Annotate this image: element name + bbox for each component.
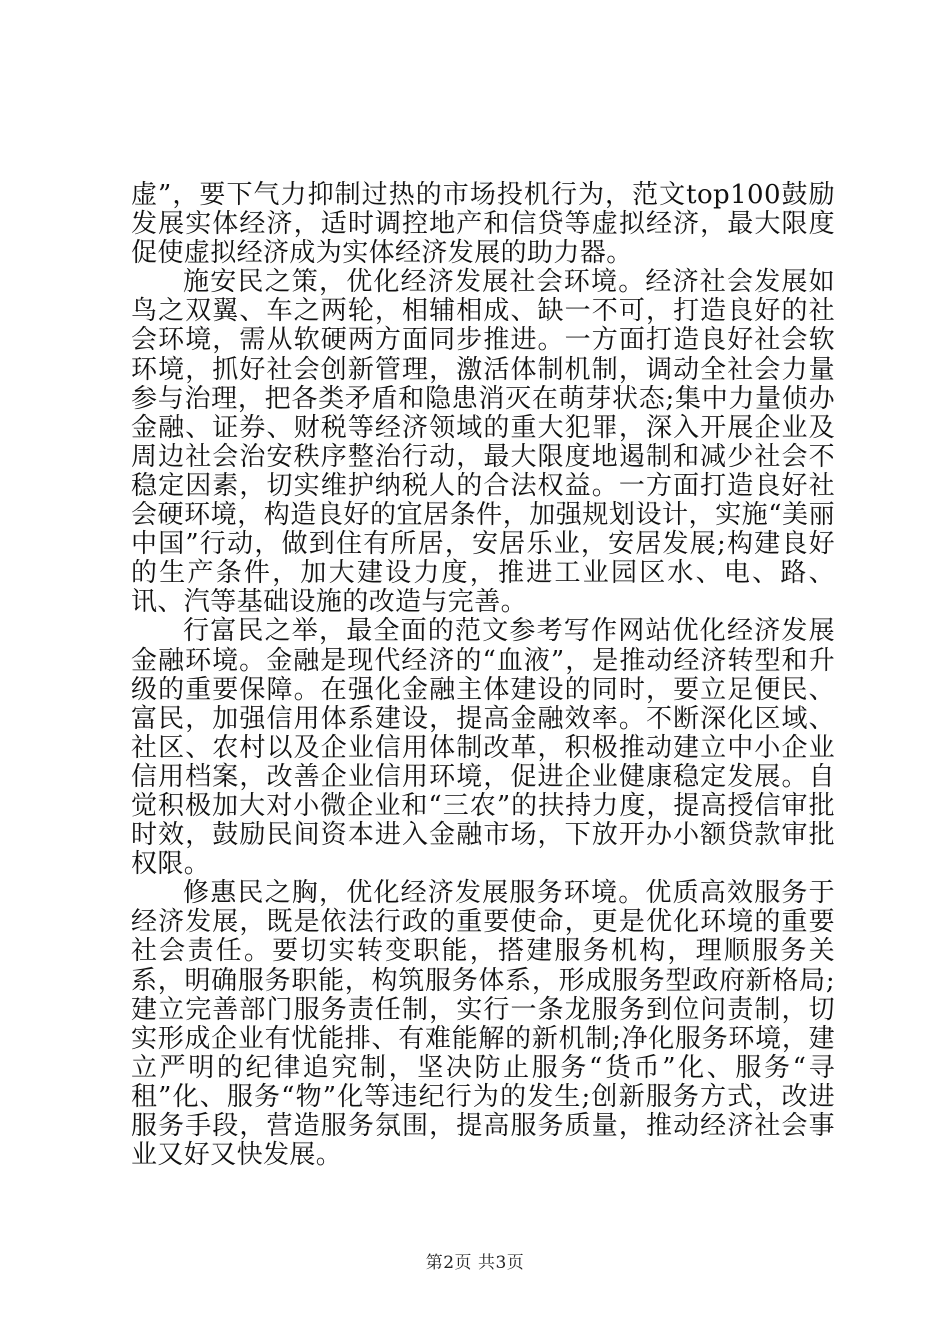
page-number-footer: 第2页 共3页 [425, 1253, 525, 1273]
document-body [131, 181, 835, 1170]
paragraph-continuation: 虚”，要下气力抑制过热的市场投机行为，范文top100鼓励发展实体经济，适时调控地产和信贷等虚拟经济，最大限度促使虚拟经济成为实体经济发展的助力器。 [131, 180, 835, 269]
paragraph-social-environment: 施安民之策，优化经济发展社会环境。经济社会发展如鸟之双翼、车之两轮，相辅相成、缺一不可，打造良好的社会环境，需从软硬两方面同步推进。一方面打造良好社会软环境，抓好社会创新管理，激活体制机制，调动全社会力量参与治理，把各类矛盾和隐患消灭在萌芽状态;集中力量侦办金融、证券、财税等经济领域的重大犯罪，深入开展企业及周边社会治安秩序整治行动，最大限度地遏制和减少社会不稳定因素，切实维护纳税人的合法权益。一方面打造良好社会硬环境，构造良好的宜居条件，加强规划设计，实施“美丽中国”行动，做到住有所居，安居乐业，安居发展;构建良好的生产条件，加大建设力度，推进工业园区水、电、路、讯、汽等基础设施的改造与完善。 [131, 267, 835, 618]
paragraph-financial-environment: 行富民之举，最全面的范文参考写作网站优化经济发展金融环境。金融是现代经济的“血液”，是推动经济转型和升级的重要保障。在强化金融主体建设的同时，要立足便民、富民，加强信用体系建设，提高金融效率。不断深化区域、社区、农村以及企业信用体制改革，积极推动建立中小企业信用档案，改善企业信用环境，促进企业健康稳定发展。自觉积极加大对小微企业和“三农”的扶持力度，提高授信审批时效，鼓励民间资本进入金融市场，下放开办小额贷款审批权限。 [131, 616, 835, 880]
paragraph-service-environment: 修惠民之胸，优化经济发展服务环境。优质高效服务于经济发展，既是依法行政的重要使命，更是优化环境的重要社会责任。要切实转变职能，搭建服务机构，理顺服务关系，明确服务职能，构筑服务体系，形成服务型政府新格局;建立完善部门服务责任制，实行一条龙服务到位问责制，切实形成企业有忧能排、有难能解的新机制;净化服务环境，建立严明的纪律追究制，坚决防止服务“货币”化、服务“寻租”化、服务“物”化等违纪行为的发生;创新服务方式，改进服务手段，营造服务氛围，提高服务质量，推动经济社会事业又好又快发展。 [131, 878, 835, 1171]
